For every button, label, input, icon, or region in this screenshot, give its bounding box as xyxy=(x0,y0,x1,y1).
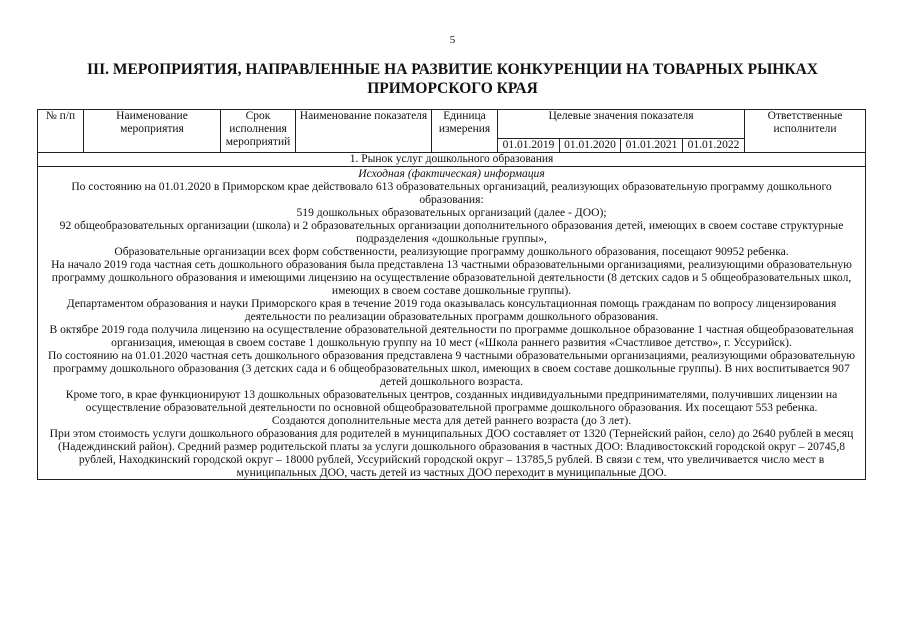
date-2022: 01.01.2022 xyxy=(683,139,745,153)
header-event: Наименование мероприятия xyxy=(84,110,221,153)
document-title: III. МЕРОПРИЯТИЯ, НАПРАВЛЕННЫЕ НА РАЗВИТИЕ КОНКУРЕНЦИИ НА ТОВАРНЫХ РЫНКАХ ПРИМОРСКОГО КРАЯ xyxy=(87,61,818,97)
paragraph: По состоянию на 01.01.2020 в Приморском крае действовало 613 образовательных организаций, реализующих образовательную программу дошкольного образования: xyxy=(71,180,832,206)
header-responsible: Ответственные исполнители xyxy=(745,110,866,153)
section-title: 1. Рынок услуг дошкольного образования xyxy=(38,153,866,167)
paragraph: При этом стоимость услуги дошкольного образования для родителей в муниципальных ДОО составляет от 1320 (Тернейский район, село) до 2640 рублей в месяц (Надеждинский район). Средний размер родительской платы за услуги дошкольного образования в частных ДОО: Владивостокский городской округ – 20745,8 рублей, Находкинский городской округ – 18000 рублей, Уссурийский городской округ – 13785,5 рублей. В связи с тем, что увеличивается число мест в муниципальных ДОО, часть детей из частных ДОО переходит в муниципальные ДОО. xyxy=(49,427,854,479)
header-indicator: Наименование показателя xyxy=(296,110,432,153)
paragraph: Департаментом образования и науки Приморского края в течение 2019 года оказывалась консультационная помощь гражданам по вопросу лицензирования деятельности по реализации образовательных программ дошкольного образования. xyxy=(66,297,837,323)
header-unit: Единица измерения xyxy=(432,110,498,153)
paragraph: Кроме того, в крае функционируют 13 дошкольных образовательных центров, созданных индивидуальными предпринимателями, получивших лицензии на осуществление образовательной деятельности по основной общеобразовательной программе дошкольного образования. Их посещают 553 ребенка. xyxy=(65,388,838,414)
paragraph: По состоянию на 01.01.2020 частная сеть дошкольного образования представлена 9 частными образовательными организациями, реализующими образовательную программу дошкольного образования (3 детских сада и 6 общеобразовательных школ, имеющих в своем составе дошкольные группы). В них воспитывается 907 детей дошкольного возраста. xyxy=(47,349,856,388)
page-number: 5 xyxy=(449,34,456,46)
measures-table xyxy=(37,109,866,480)
paragraph: 92 общеобразовательных организации (школа) и 2 образовательных организации дополнительного образования детей, имеющих в своем составе структурные подразделения «дошкольные группы», xyxy=(59,219,844,245)
date-2021: 01.01.2021 xyxy=(621,139,683,153)
paragraph: В октябре 2019 года получила лицензию на осуществление образовательной деятельности по программе дошкольное образование 1 частная общеобразовательная организация, имеющая в своем составе 1 дошкольную группу на 10 мест («Школа раннего развития «Счастливое детство», г. Уссурийск). xyxy=(49,323,854,349)
body-row xyxy=(38,167,866,480)
paragraph: На начало 2019 года частная сеть дошкольного образования была представлена 13 частными образовательными организациями, реализующими образовательную программу дошкольного образования и имеющими лицензию на осуществление образовательной деятельности (8 детских садов и 5 общеобразовательных школ, имеющих в своем составе дошкольные группы). xyxy=(51,258,852,297)
date-2019: 01.01.2019 xyxy=(498,139,560,153)
header-target: Целевые значения показателя xyxy=(498,110,745,139)
section-row xyxy=(38,153,866,167)
header-row xyxy=(38,110,866,139)
paragraph: Образовательные организации всех форм собственности, реализующие программу дошкольного образования, посещают 90952 ребенка. xyxy=(114,245,789,258)
date-2020: 01.01.2020 xyxy=(560,139,621,153)
paragraph: Создаются дополнительные места для детей раннего возраста (до 3 лет). xyxy=(271,414,632,427)
intro-label: Исходная (фактическая) информация xyxy=(358,167,545,180)
header-num: № п/п xyxy=(38,110,84,153)
paragraph: 519 дошкольных образовательных организаций (далее - ДОО); xyxy=(296,206,607,219)
body-text xyxy=(38,167,866,480)
header-term: Срок исполнения мероприятий xyxy=(221,110,296,153)
